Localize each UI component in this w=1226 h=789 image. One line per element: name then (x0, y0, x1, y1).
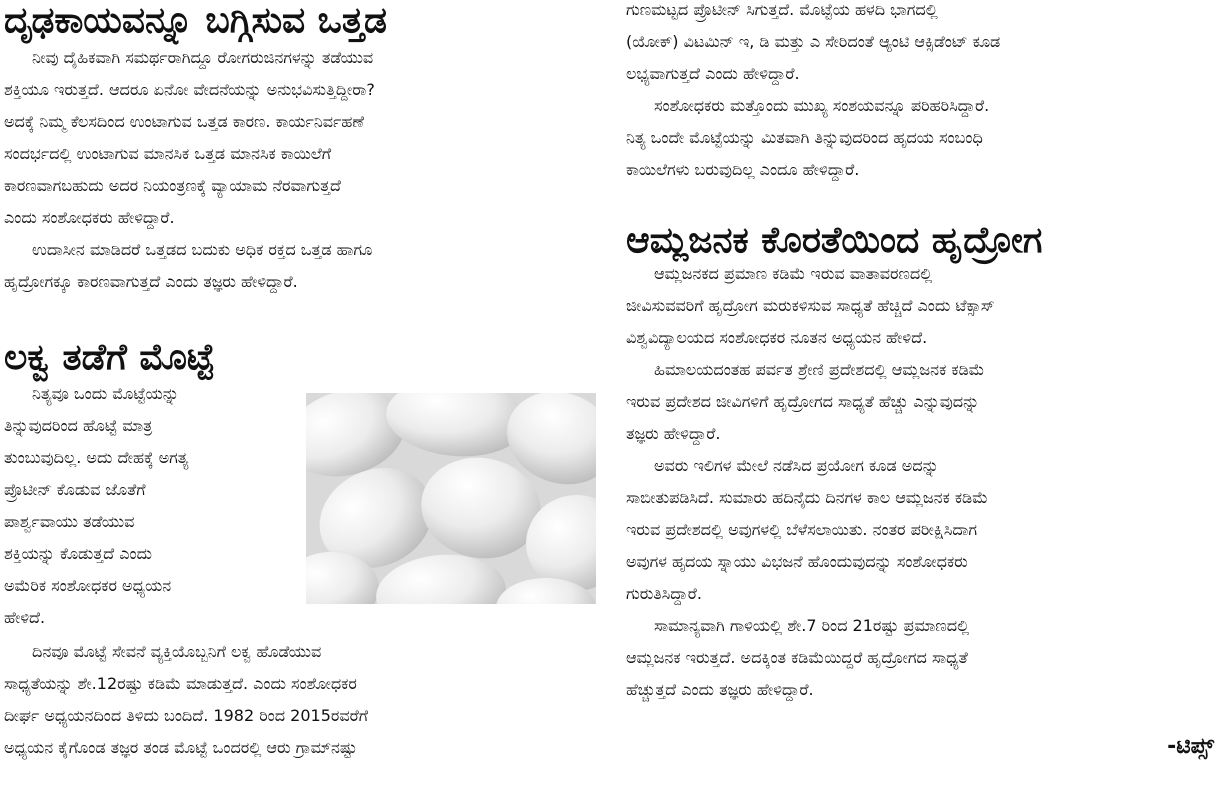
article1-line: ಶಕ್ತಿಯೂ ಇರುತ್ತದೆ. ಆದರೂ ಏನೋ ವೇದನೆಯನ್ನು ಅನುಭವಿಸುತ್ತಿದ್ದೀರಾ? (4, 80, 375, 99)
article2-line: ತಿನ್ನುವುದರಿಂದ ಹೊಟ್ಟೆ ಮಾತ್ರ (4, 416, 153, 435)
eggs-photo (306, 393, 596, 604)
article2-line: ಕಾಯಿಲೆಗಳು ಬರುವುದಿಲ್ಲ ಎಂದೂ ಹೇಳಿದ್ದಾರೆ. (626, 160, 860, 179)
article2-line: ನಿತ್ಯ ಒಂದೇ ಮೊಟ್ಟೆಯನ್ನು ಮಿತವಾಗಿ ತಿನ್ನುವುದರಿಂದ ಹೃದಯ ಸಂಬಂಧಿ (626, 128, 983, 147)
article2-line: ಶಕ್ತಿಯನ್ನು ಕೊಡುತ್ತದೆ ಎಂದು (4, 544, 152, 563)
article1-headline: ದೃಢಕಾಯವನ್ನೂ ಬಗ್ಗಿಸುವ ಒತ್ತಡ (4, 0, 387, 41)
byline: -ಟಿಪ್ಸ್ (1167, 734, 1214, 759)
article2-line: ಅಮೆರಿಕ ಸಂಶೋಧಕರ ಅಧ್ಯಯನ (4, 576, 172, 595)
article3-line: ಹಿಮಾಲಯದಂತಹ ಪರ್ವತ ಶ್ರೇಣಿ ಪ್ರದೇಶದಲ್ಲಿ ಆಮ್ಲಜನಕ ಕಡಿಮೆ (654, 360, 985, 379)
article3-headline: ಆಮ್ಲಜನಕ ಕೊರತೆಯಿಂದ ಹೃದ್ರೋಗ (626, 220, 1043, 261)
article2-line: ಪ್ರೊಟೀನ್ ಕೊಡುವ ಜೊತೆಗೆ (4, 480, 146, 499)
article3-line: ತಜ್ಞರು ಹೇಳಿದ್ದಾರೆ. (626, 424, 721, 443)
article3-line: ಅವುಗಳ ಹೃದಯ ಸ್ನಾಯು ವಿಭಜನೆ ಹೊಂದುವುದನ್ನು ಸಂಶೋಧಕರು (626, 552, 968, 571)
article1-line: ಸಂದರ್ಭದಲ್ಲಿ ಉಂಟಾಗುವ ಮಾನಸಿಕ ಒತ್ತಡ ಮಾನಸಿಕ ಕಾಯಿಲೆಗೆ (4, 144, 332, 163)
article3-line: ಸಾಬೀತುಪಡಿಸಿದೆ. ಸುಮಾರು ಹದಿನೈದು ದಿನಗಳ ಕಾಲ ಆಮ್ಲಜನಕ ಕಡಿಮೆ (626, 488, 988, 507)
article3-line: ವಿಶ್ವವಿದ್ಯಾಲಯದ ಸಂಶೋಧಕರ ನೂತನ ಅಧ್ಯಯನ ಹೇಳಿದೆ. (626, 328, 928, 347)
article2-line: (ಯೋಕ್) ವಿಟಮಿನ್ ಇ, ಡಿ ಮತ್ತು ಎ ಸೇರಿದಂತೆ ಆ್ಯಂಟಿ ಆಕ್ಸಿಡೆಂಟ್ ಕೂಡ (626, 32, 1001, 51)
article2-line: ಲಭ್ಯವಾಗುತ್ತದೆ ಎಂದು ಹೇಳಿದ್ದಾರೆ. (626, 64, 800, 83)
article1-line: ಕಾರಣವಾಗಬಹುದು ಅದರ ನಿಯಂತ್ರಣಕ್ಕೆ ವ್ಯಾಯಾಮ ನೆರವಾಗುತ್ತದೆ (4, 176, 341, 195)
article1-line: ಉದಾಸೀನ ಮಾಡಿದರೆ ಒತ್ತಡದ ಬದುಕು ಅಧಿಕ ರಕ್ತದ ಒತ್ತಡ ಹಾಗೂ (32, 240, 373, 259)
article3-line: ಹೆಚ್ಚುತ್ತದೆ ಎಂದು ತಜ್ಞರು ಹೇಳಿದ್ದಾರೆ. (626, 680, 814, 699)
article2-line: ತುಂಬುವುದಿಲ್ಲ. ಅದು ದೇಹಕ್ಕೆ ಅಗತ್ಯ (4, 448, 189, 467)
article2-body-narrow (4, 384, 300, 640)
article1-line: ಅದಕ್ಕೆ ನಿಮ್ಮ ಕೆಲಸದಿಂದ ಉಂಟಾಗುವ ಒತ್ತಡ ಕಾರಣ. ಕಾರ್ಯನಿರ್ವಹಣೆ (4, 112, 365, 131)
article2-line: ಸಾಧ್ಯತೆಯನ್ನು ಶೇ.12ರಷ್ಟು ಕಡಿಮೆ ಮಾಡುತ್ತದೆ. ಎಂದು ಸಂಶೋಧಕರ (4, 674, 357, 693)
article2-line: ದೀರ್ಘ ಅಧ್ಯಯನದಿಂದ ತಿಳಿದು ಬಂದಿದೆ. 1982 ರಿಂದ 2015ರವರೆಗೆ (4, 706, 369, 725)
article2-line: ದಿನವೂ ಮೊಟ್ಟೆ ಸೇವನೆ ವ್ಯಕ್ತಿಯೊಬ್ಬನಿಗೆ ಲಕ್ವ ಹೊಡೆಯುವ (32, 642, 322, 661)
article2-headline: ಲಕ್ವ ತಡೆಗೆ ಮೊಟ್ಟೆ (4, 337, 215, 378)
article2-body-wide (4, 642, 596, 770)
article3-line: ಜೀವಿಸುವವರಿಗೆ ಹೃದ್ರೋಗ ಮರುಕಳಿಸುವ ಸಾಧ್ಯತೆ ಹೆಚ್ಚಿದೆ ಎಂದು ಟೆಕ್ಸಾಸ್ (626, 296, 995, 315)
article1-body (4, 48, 596, 304)
article2-line: ಗುಣಮಟ್ಟದ ಪ್ರೊಟೀನ್ ಸಿಗುತ್ತದೆ. ಮೊಟ್ಟೆಯ ಹಳದಿ ಭಾಗದಲ್ಲಿ (626, 0, 938, 19)
article3-line: ಇರುವ ಪ್ರದೇಶದ ಜೀವಿಗಳಿಗೆ ಹೃದ್ರೋಗದ ಸಾಧ್ಯತೆ ಹೆಚ್ಚು ಎನ್ನುವುದನ್ನು (626, 392, 980, 411)
article3-line: ಅವರು ಇಲಿಗಳ ಮೇಲೆ ನಡೆಸಿದ ಪ್ರಯೋಗ ಕೂಡ ಅದನ್ನು (654, 456, 939, 475)
article3-line: ಇರುವ ಪ್ರದೇಶದಲ್ಲಿ ಅವುಗಳಲ್ಲಿ ಬೆಳೆಸಲಾಯಿತು. ನಂತರ ಪರೀಕ್ಷಿಸಿದಾಗ (626, 520, 978, 539)
article3-body (626, 264, 1222, 712)
article3-line: ಆಮ್ಲಜನಕದ ಪ್ರಮಾಣ ಕಡಿಮೆ ಇರುವ ವಾತಾವರಣದಲ್ಲಿ (654, 264, 933, 283)
eggs-illustration (306, 393, 596, 604)
article2-continued (626, 0, 1222, 192)
article3-line: ಸಾಮಾನ್ಯವಾಗಿ ಗಾಳಿಯಲ್ಲಿ ಶೇ.7 ರಿಂದ 21ರಷ್ಟು ಪ್ರಮಾಣದಲ್ಲಿ (654, 616, 970, 635)
article3-line: ಆಮ್ಲಜನಕ ಇರುತ್ತದೆ. ಅದಕ್ಕಿಂತ ಕಡಿಮೆಯಿದ್ದರೆ ಹೃದ್ರೋಗದ ಸಾಧ್ಯತೆ (626, 648, 968, 667)
article2-line: ನಿತ್ಯವೂ ಒಂದು ಮೊಟ್ಟೆಯನ್ನು (32, 384, 179, 403)
article2-line: ಅಧ್ಯಯನ ಕೈಗೊಂಡ ತಜ್ಞರ ತಂಡ ಮೊಟ್ಟೆ ಒಂದರಲ್ಲಿ ಆರು ಗ್ರಾಮ್‌ನಷ್ಟು (4, 738, 358, 757)
article3-line: ಗುರುತಿಸಿದ್ದಾರೆ. (626, 584, 702, 603)
article1-line: ಎಂದು ಸಂಶೋಧಕರು ಹೇಳಿದ್ದಾರೆ. (4, 208, 175, 227)
article1-line: ಹೃದ್ರೋಗಕ್ಕೂ ಕಾರಣವಾಗುತ್ತದೆ ಎಂದು ತಜ್ಞರು ಹೇಳಿದ್ದಾರೆ. (4, 272, 298, 291)
article1-line: ನೀವು ದೈಹಿಕವಾಗಿ ಸಮರ್ಥರಾಗಿದ್ದೂ ರೋಗರುಜಿನಗಳನ್ನು ತಡೆಯುವ (32, 48, 374, 67)
article2-line: ಸಂಶೋಧಕರು ಮತ್ತೊಂದು ಮುಖ್ಯ ಸಂಶಯವನ್ನೂ ಪರಿಹರಿಸಿದ್ದಾರೆ. (654, 96, 990, 115)
article2-line: ಪಾರ್ಶ್ವವಾಯು ತಡೆಯುವ (4, 512, 135, 531)
article2-line: ಹೇಳಿದೆ. (4, 608, 46, 627)
